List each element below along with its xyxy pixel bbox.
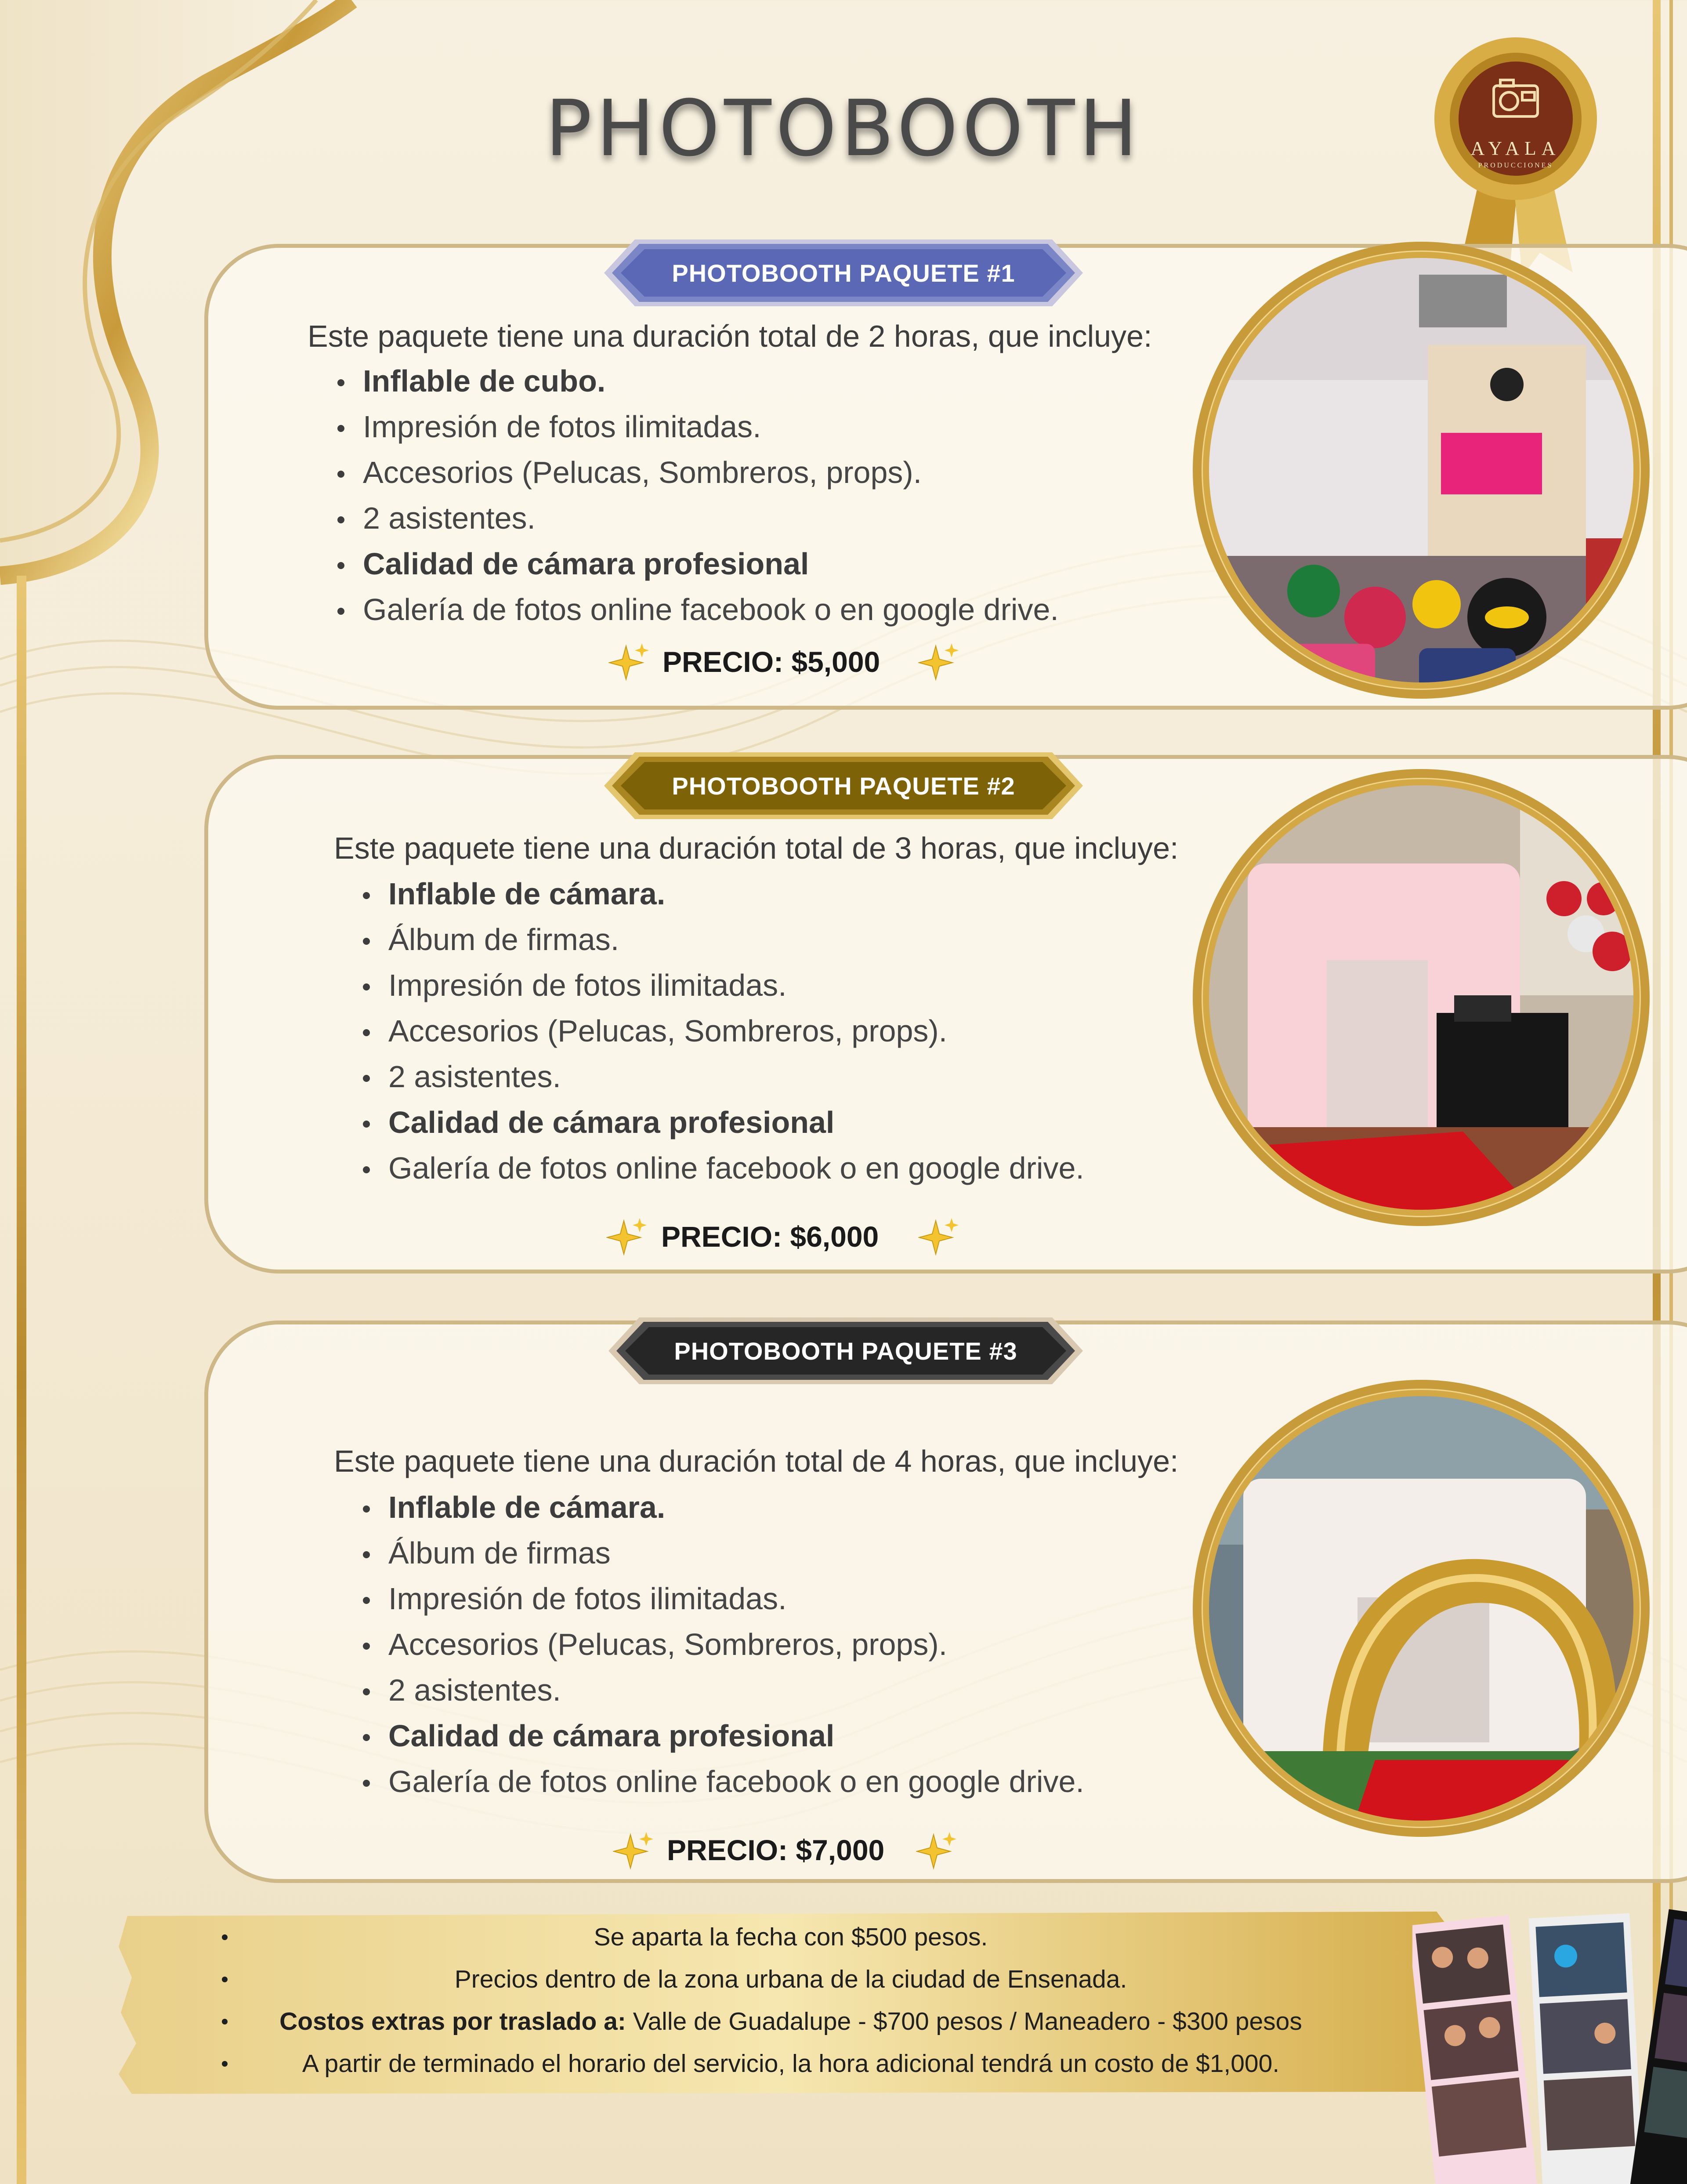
- note-item: Se aparta la fecha con $500 pesos.: [132, 1916, 1450, 1958]
- list-item: Calidad de cámara profesional: [335, 541, 1059, 587]
- list-item: Impresión de fotos ilimitadas.: [360, 1576, 1084, 1622]
- package-ribbon-label: PHOTOBOOTH PAQUETE #3: [674, 1337, 1017, 1365]
- package-ribbon-3: [608, 1317, 1083, 1384]
- package-intro: Este paquete tiene una duración total de 4 horas, que incluye:: [334, 1444, 1179, 1478]
- list-item: Inflable de cámara.: [360, 1484, 1084, 1530]
- page-title: PHOTOBOOTH: [545, 83, 1142, 174]
- sparkles-icon: [613, 1830, 655, 1872]
- list-item: Galería de fotos online facebook o en google drive.: [335, 587, 1059, 632]
- list-item: Álbum de firmas.: [360, 917, 1084, 962]
- photobooth-cube-photo: [1191, 239, 1652, 701]
- package-ribbon-1: [604, 239, 1083, 306]
- note-item: Precios dentro de la zona urbana de la ciudad de Ensenada.: [132, 1958, 1450, 2000]
- notes-list: [132, 1916, 1450, 2085]
- list-item: 2 asistentes.: [360, 1667, 1084, 1713]
- list-item: Inflable de cubo.: [335, 358, 1059, 404]
- sparkles-icon: [918, 1216, 960, 1259]
- package-intro: Este paquete tiene una duración total de 3 horas, que incluye:: [334, 831, 1179, 865]
- package-price: PRECIO: $5,000: [662, 646, 880, 678]
- list-item: Accesorios (Pelucas, Sombreros, props).: [335, 450, 1059, 495]
- gold-arch-booth-photo: [1191, 1378, 1652, 1839]
- sparkles-icon: [916, 1830, 958, 1872]
- package-price: PRECIO: $6,000: [661, 1220, 879, 1253]
- package-ribbon-2: [604, 752, 1083, 819]
- list-item: Inflable de cámara.: [360, 871, 1084, 917]
- note-item: A partir de terminado el horario del servicio, la hora adicional tendrá un costo de $1,000.: [132, 2043, 1450, 2085]
- photo-strips-image: [1412, 1903, 1687, 2184]
- list-item: Impresión de fotos ilimitadas.: [360, 962, 1084, 1008]
- package-intro: Este paquete tiene una duración total de 2 horas, que incluye:: [308, 319, 1152, 353]
- brand-badge: [1432, 9, 1599, 277]
- package-ribbon-label: PHOTOBOOTH PAQUETE #2: [672, 772, 1015, 800]
- inflatable-booth-photo: [1191, 767, 1652, 1228]
- list-item: Accesorios (Pelucas, Sombreros, props).: [360, 1008, 1084, 1054]
- brand-subtitle: PRODUCCIONES: [1478, 162, 1553, 169]
- feature-list: [335, 358, 1059, 632]
- sparkles-icon: [608, 642, 651, 684]
- list-item: Impresión de fotos ilimitadas.: [335, 404, 1059, 450]
- list-item: Calidad de cámara profesional: [360, 1099, 1084, 1145]
- package-price: PRECIO: $7,000: [667, 1834, 885, 1866]
- note-item: Costos extras por traslado a: Valle de Guadalupe - $700 pesos / Maneadero - $300 pesos: [132, 2000, 1450, 2043]
- feature-list: [360, 1484, 1084, 1804]
- list-item: 2 asistentes.: [360, 1054, 1084, 1099]
- list-item: Calidad de cámara profesional: [360, 1713, 1084, 1759]
- brand-name: AYALA: [1470, 138, 1561, 159]
- list-item: Álbum de firmas: [360, 1530, 1084, 1576]
- feature-list: [360, 871, 1084, 1191]
- list-item: Accesorios (Pelucas, Sombreros, props).: [360, 1622, 1084, 1667]
- package-ribbon-label: PHOTOBOOTH PAQUETE #1: [672, 259, 1015, 287]
- list-item: Galería de fotos online facebook o en google drive.: [360, 1145, 1084, 1191]
- sparkles-icon: [606, 1216, 648, 1259]
- notes-section: [132, 1916, 1450, 2090]
- sparkles-icon: [918, 642, 960, 684]
- list-item: Galería de fotos online facebook o en google drive.: [360, 1759, 1084, 1804]
- list-item: 2 asistentes.: [335, 495, 1059, 541]
